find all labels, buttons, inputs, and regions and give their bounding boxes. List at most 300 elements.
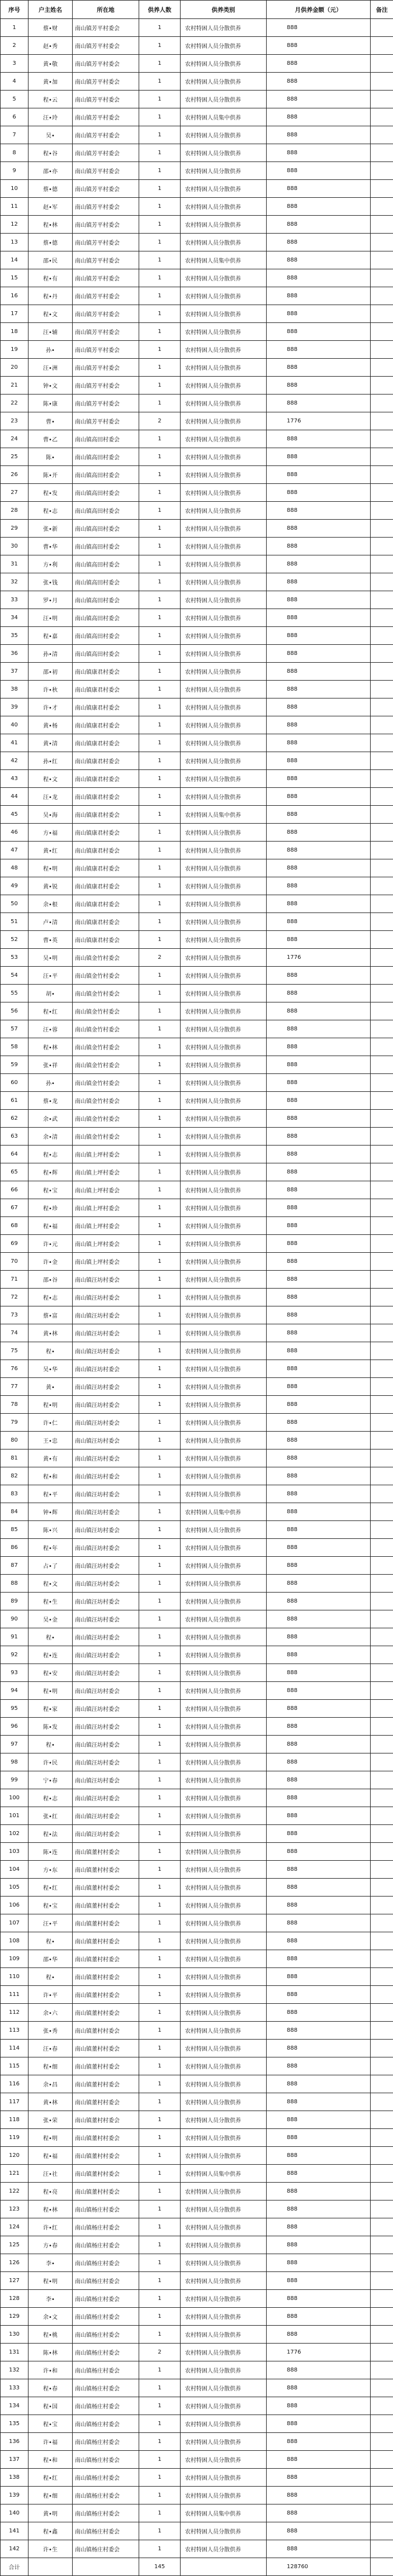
table-row [1, 1557, 393, 1575]
cell-householder: 程•文 [29, 305, 73, 323]
cell-category: 农村特困人员分散供养 [181, 681, 267, 698]
cell-remarks [371, 1360, 393, 1378]
cell-count: 1 [139, 2433, 181, 2451]
cell-index: 71 [1, 1271, 29, 1289]
cell-remarks [371, 2469, 393, 2487]
cell-amount: 888 [267, 73, 371, 91]
table-row [1, 2379, 393, 2397]
cell-remarks [371, 1217, 393, 1235]
cell-count: 1 [139, 967, 181, 985]
table-row [1, 1289, 393, 1306]
cell-householder: 黄•有 [29, 1449, 73, 1467]
cell-category: 农村特困人员分散供养 [181, 1807, 267, 1825]
cell-location: 南山镇汪坊村委会 [73, 1664, 139, 1682]
cell-location: 南山镇芳平村委会 [73, 234, 139, 251]
cell-remarks [371, 2129, 393, 2147]
cell-location: 南山镇董村村委会 [73, 1968, 139, 1986]
total-cell [181, 2558, 267, 2576]
table-row [1, 466, 393, 484]
table-row [1, 2326, 393, 2344]
cell-householder: 蔡•德 [29, 180, 73, 198]
cell-category: 农村特困人员分散供养 [181, 1020, 267, 1038]
cell-index: 37 [1, 663, 29, 681]
cell-location: 南山镇芳平村委会 [73, 377, 139, 395]
cell-category: 农村特困人员分散供养 [181, 2218, 267, 2236]
cell-amount: 888 [267, 1181, 371, 1199]
cell-index: 8 [1, 144, 29, 162]
cell-remarks [371, 877, 393, 895]
cell-amount: 888 [267, 913, 371, 931]
cell-location: 南山镇汪坊村委会 [73, 1449, 139, 1467]
cell-index: 60 [1, 1074, 29, 1092]
cell-location: 南山镇康君村委会 [73, 824, 139, 842]
cell-index: 13 [1, 234, 29, 251]
cell-amount: 888 [267, 484, 371, 502]
cell-remarks [371, 895, 393, 913]
cell-location: 南山镇金竹村委会 [73, 967, 139, 985]
table-row [1, 913, 393, 931]
cell-index: 62 [1, 1110, 29, 1128]
cell-householder: 陈•开 [29, 466, 73, 484]
cell-category: 农村特困人员分散供养 [181, 216, 267, 234]
cell-location: 南山镇康君村委会 [73, 770, 139, 788]
cell-householder: 程•安 [29, 1664, 73, 1682]
cell-amount: 888 [267, 2504, 371, 2522]
cell-category: 农村特困人员分散供养 [181, 1879, 267, 1897]
cell-count: 1 [139, 108, 181, 126]
cell-category: 农村特困人员分散供养 [181, 1664, 267, 1682]
cell-count: 1 [139, 1253, 181, 1271]
cell-category: 农村特困人员分散供养 [181, 162, 267, 180]
cell-location: 南山镇董村村委会 [73, 2040, 139, 2057]
cell-remarks [371, 1253, 393, 1271]
cell-location: 南山镇汪坊村委会 [73, 1271, 139, 1289]
cell-remarks [371, 2487, 393, 2504]
cell-category: 农村特困人员分散供养 [181, 1932, 267, 1950]
cell-count: 1 [139, 734, 181, 752]
cell-remarks [371, 269, 393, 287]
cell-count: 1 [139, 1020, 181, 1038]
cell-index: 109 [1, 1950, 29, 1968]
cell-category: 农村特困人员分散供养 [181, 2183, 267, 2200]
cell-amount: 888 [267, 895, 371, 913]
cell-location: 南山镇高田村委会 [73, 645, 139, 663]
cell-location: 南山镇汪坊村委会 [73, 1825, 139, 1843]
table-row [1, 484, 393, 502]
header-location: 所在地 [73, 1, 139, 19]
cell-householder: 汪•洲 [29, 359, 73, 377]
cell-amount: 888 [267, 734, 371, 752]
cell-count: 1 [139, 251, 181, 269]
cell-householder: 程•嘉 [29, 627, 73, 645]
cell-householder: 程•云 [29, 91, 73, 108]
table-row [1, 609, 393, 627]
cell-count: 1 [139, 216, 181, 234]
cell-householder: 程•明 [29, 2272, 73, 2290]
cell-amount: 888 [267, 985, 371, 1002]
cell-remarks [371, 2254, 393, 2272]
cell-count: 1 [139, 681, 181, 698]
cell-remarks [371, 2344, 393, 2361]
cell-amount: 888 [267, 234, 371, 251]
table-row [1, 734, 393, 752]
table-row [1, 108, 393, 126]
cell-count: 1 [139, 1163, 181, 1181]
cell-category: 农村特困人员分散供养 [181, 2254, 267, 2272]
cell-category: 农村特困人员分散供养 [181, 1449, 267, 1467]
cell-householder: 程•辉 [29, 1163, 73, 1181]
cell-location: 南山镇杨庄村委会 [73, 2344, 139, 2361]
cell-amount: 888 [267, 1897, 371, 1914]
cell-remarks [371, 1753, 393, 1771]
cell-location: 南山镇金竹村委会 [73, 1038, 139, 1056]
cell-count: 1 [139, 1664, 181, 1682]
cell-category: 农村特困人员分散供养 [181, 2397, 267, 2415]
cell-location: 南山镇康君村委会 [73, 842, 139, 859]
cell-count: 1 [139, 2040, 181, 2057]
cell-index: 76 [1, 1360, 29, 1378]
cell-householder: 卢•清 [29, 913, 73, 931]
cell-index: 61 [1, 1092, 29, 1110]
cell-remarks [371, 2093, 393, 2111]
cell-location: 南山镇杨庄村委会 [73, 2487, 139, 2504]
cell-remarks [371, 144, 393, 162]
cell-count: 1 [139, 2004, 181, 2022]
cell-index: 39 [1, 698, 29, 716]
cell-amount: 888 [267, 1986, 371, 2004]
cell-index: 47 [1, 842, 29, 859]
cell-location: 南山镇芳平村委会 [73, 216, 139, 234]
cell-category: 农村特困人员分散供养 [181, 2022, 267, 2040]
cell-count: 1 [139, 2093, 181, 2111]
cell-amount: 888 [267, 1449, 371, 1467]
cell-index: 130 [1, 2326, 29, 2344]
cell-category: 农村特困人员分散供养 [181, 2236, 267, 2254]
cell-category: 农村特困人员分散供养 [181, 2344, 267, 2361]
table-row [1, 2022, 393, 2040]
cell-householder: 张•钱 [29, 573, 73, 591]
cell-category: 农村特困人员分散供养 [181, 269, 267, 287]
cell-index: 56 [1, 1002, 29, 1020]
cell-remarks [371, 1396, 393, 1414]
cell-index: 16 [1, 287, 29, 305]
total-row [1, 2558, 393, 2576]
cell-category: 农村特困人员分散供养 [181, 448, 267, 466]
cell-count: 1 [139, 1128, 181, 1146]
cell-count: 1 [139, 2272, 181, 2290]
cell-amount: 888 [267, 520, 371, 538]
table-row [1, 2397, 393, 2415]
cell-remarks [371, 91, 393, 108]
cell-remarks [371, 198, 393, 216]
cell-category: 农村特困人员分散供养 [181, 931, 267, 949]
cell-amount: 888 [267, 1932, 371, 1950]
cell-location: 南山镇康君村委会 [73, 788, 139, 806]
table-row [1, 663, 393, 681]
cell-category: 农村特困人员集中供养 [181, 108, 267, 126]
cell-amount: 888 [267, 448, 371, 466]
cell-remarks [371, 2397, 393, 2415]
table-row [1, 698, 393, 716]
cell-index: 129 [1, 2308, 29, 2326]
cell-category: 农村特困人员分散供养 [181, 341, 267, 359]
cell-index: 25 [1, 448, 29, 466]
cell-householder: 程•志 [29, 1789, 73, 1807]
cell-count: 1 [139, 591, 181, 609]
cell-location: 南山镇杨庄村委会 [73, 2308, 139, 2326]
table-row [1, 1861, 393, 1879]
cell-amount: 888 [267, 627, 371, 645]
cell-remarks [371, 1557, 393, 1575]
cell-householder: 邵•谷 [29, 1271, 73, 1289]
cell-householder: 曹• [29, 412, 73, 430]
cell-remarks [371, 2040, 393, 2057]
cell-amount: 888 [267, 2004, 371, 2022]
cell-index: 132 [1, 2361, 29, 2379]
cell-remarks [371, 37, 393, 55]
cell-count: 1 [139, 1396, 181, 1414]
cell-category: 农村特困人员分散供养 [181, 1861, 267, 1879]
cell-householder: 陈•林 [29, 2344, 73, 2361]
table-row [1, 645, 393, 663]
cell-householder: 程•福 [29, 1217, 73, 1235]
cell-count: 1 [139, 466, 181, 484]
cell-remarks [371, 1002, 393, 1020]
cell-location: 南山镇汪坊村委会 [73, 1485, 139, 1503]
cell-location: 南山镇芳平村委会 [73, 395, 139, 412]
cell-householder: 程• [29, 1932, 73, 1950]
cell-householder: 黄•明 [29, 2504, 73, 2522]
cell-remarks [371, 1897, 393, 1914]
cell-category: 农村特困人员分散供养 [181, 1092, 267, 1110]
cell-index: 135 [1, 2415, 29, 2433]
table-row [1, 752, 393, 770]
cell-remarks [371, 377, 393, 395]
cell-location: 南山镇康君村委会 [73, 663, 139, 681]
cell-count: 1 [139, 2540, 181, 2558]
cell-category: 农村特困人员分散供养 [181, 1163, 267, 1181]
header-amount: 月供养金额（元） [267, 1, 371, 19]
table-row [1, 1253, 393, 1271]
cell-householder: 曹•乙 [29, 430, 73, 448]
cell-householder: 黄•锐 [29, 877, 73, 895]
cell-householder: 程•红 [29, 1879, 73, 1897]
cell-count: 1 [139, 234, 181, 251]
cell-amount: 888 [267, 2361, 371, 2379]
cell-index: 104 [1, 1861, 29, 1879]
table-row [1, 1217, 393, 1235]
cell-remarks [371, 1575, 393, 1593]
table-row [1, 126, 393, 144]
cell-location: 南山镇高田村委会 [73, 627, 139, 645]
table-row [1, 430, 393, 448]
cell-category: 农村特困人员分散供养 [181, 1002, 267, 1020]
cell-index: 9 [1, 162, 29, 180]
cell-remarks [371, 842, 393, 859]
cell-category: 农村特困人员分散供养 [181, 1235, 267, 1253]
cell-remarks [371, 1968, 393, 1986]
cell-amount: 888 [267, 1557, 371, 1575]
cell-location: 南山镇杨庄村委会 [73, 2272, 139, 2290]
table-row [1, 1056, 393, 1074]
cell-amount: 888 [267, 681, 371, 698]
cell-amount: 888 [267, 2218, 371, 2236]
cell-index: 90 [1, 1610, 29, 1628]
table-row [1, 1825, 393, 1843]
table-row [1, 1914, 393, 1932]
cell-index: 18 [1, 323, 29, 341]
cell-index: 40 [1, 716, 29, 734]
table-row [1, 1575, 393, 1593]
cell-count: 1 [139, 1110, 181, 1128]
cell-index: 10 [1, 180, 29, 198]
table-row [1, 967, 393, 985]
cell-count: 1 [139, 573, 181, 591]
table-row [1, 1986, 393, 2004]
cell-amount: 888 [267, 2165, 371, 2183]
table-row [1, 502, 393, 520]
header-count: 供养人数 [139, 1, 181, 19]
cell-householder: 孙• [29, 341, 73, 359]
table-row [1, 2129, 393, 2147]
cell-location: 南山镇汪坊村委会 [73, 1503, 139, 1521]
cell-amount: 888 [267, 1038, 371, 1056]
cell-householder: 张•新 [29, 520, 73, 538]
cell-count: 1 [139, 716, 181, 734]
cell-amount: 888 [267, 2272, 371, 2290]
cell-location: 南山镇汪坊村委会 [73, 1557, 139, 1575]
cell-householder: 程•宝 [29, 1181, 73, 1199]
cell-amount: 888 [267, 1432, 371, 1449]
cell-remarks [371, 502, 393, 520]
cell-householder: 孙• [29, 1074, 73, 1092]
table-row [1, 2433, 393, 2451]
table-row [1, 573, 393, 591]
cell-category: 农村特困人员分散供养 [181, 1646, 267, 1664]
cell-amount: 888 [267, 1360, 371, 1378]
cell-count: 1 [139, 1646, 181, 1664]
cell-householder: 程•细 [29, 2487, 73, 2504]
cell-amount: 888 [267, 2075, 371, 2093]
cell-category: 农村特困人员分散供养 [181, 1771, 267, 1789]
cell-category: 农村特困人员分散供养 [181, 1253, 267, 1271]
table-row [1, 1002, 393, 1020]
cell-category: 农村特困人员分散供养 [181, 2469, 267, 2487]
cell-remarks [371, 162, 393, 180]
cell-index: 75 [1, 1342, 29, 1360]
cell-amount: 888 [267, 1807, 371, 1825]
table-row [1, 1879, 393, 1897]
cell-householder: 程•明 [29, 1396, 73, 1414]
cell-count: 1 [139, 1932, 181, 1950]
cell-category: 农村特困人员集中供养 [181, 806, 267, 824]
cell-amount: 888 [267, 2093, 371, 2111]
cell-amount: 1776 [267, 412, 371, 430]
cell-location: 南山镇董村村委会 [73, 1950, 139, 1968]
cell-count: 1 [139, 1485, 181, 1503]
cell-category: 农村特困人员分散供养 [181, 2540, 267, 2558]
cell-location: 南山镇董村村委会 [73, 2111, 139, 2129]
cell-householder: 汪•春 [29, 2040, 73, 2057]
cell-index: 100 [1, 1789, 29, 1807]
cell-category: 农村特困人员分散供养 [181, 2272, 267, 2290]
table-row [1, 1539, 393, 1557]
cell-householder: 方•东 [29, 1861, 73, 1879]
cell-index: 126 [1, 2254, 29, 2272]
cell-householder: 程•丹 [29, 287, 73, 305]
cell-amount: 888 [267, 1843, 371, 1861]
cell-remarks [371, 1861, 393, 1879]
cell-remarks [371, 663, 393, 681]
cell-amount: 888 [267, 1736, 371, 1753]
cell-location: 南山镇汪坊村委会 [73, 1378, 139, 1396]
cell-householder: 赵•军 [29, 198, 73, 216]
table-row [1, 1521, 393, 1539]
table-row [1, 73, 393, 91]
cell-householder: 吴•金 [29, 1610, 73, 1628]
cell-location: 南山镇汪坊村委会 [73, 1396, 139, 1414]
cell-remarks [371, 1736, 393, 1753]
cell-category: 农村特困人员分散供养 [181, 1271, 267, 1289]
table-row [1, 877, 393, 895]
cell-location: 南山镇汪坊村委会 [73, 1360, 139, 1378]
cell-index: 42 [1, 752, 29, 770]
table-row [1, 1485, 393, 1503]
cell-count: 1 [139, 1861, 181, 1879]
cell-category: 农村特困人员分散供养 [181, 1718, 267, 1736]
cell-remarks [371, 913, 393, 931]
table-row [1, 2504, 393, 2522]
cell-householder: 汪•平 [29, 967, 73, 985]
cell-index: 107 [1, 1914, 29, 1932]
cell-amount: 1776 [267, 949, 371, 967]
cell-count: 1 [139, 323, 181, 341]
table-row [1, 1110, 393, 1128]
table-row [1, 269, 393, 287]
cell-category: 农村特困人员分散供养 [181, 1306, 267, 1324]
cell-householder: 程•生 [29, 1593, 73, 1610]
cell-count: 1 [139, 1879, 181, 1897]
cell-amount: 1776 [267, 2344, 371, 2361]
cell-location: 南山镇杨庄村委会 [73, 2361, 139, 2379]
cell-count: 2 [139, 412, 181, 430]
cell-count: 1 [139, 1628, 181, 1646]
cell-index: 131 [1, 2344, 29, 2361]
cell-index: 4 [1, 73, 29, 91]
cell-index: 3 [1, 55, 29, 73]
cell-count: 1 [139, 538, 181, 555]
cell-amount: 888 [267, 1879, 371, 1897]
cell-amount: 888 [267, 752, 371, 770]
cell-location: 南山镇汪坊村委会 [73, 1289, 139, 1306]
cell-category: 农村特困人员分散供养 [181, 377, 267, 395]
cell-remarks [371, 2004, 393, 2022]
cell-index: 127 [1, 2272, 29, 2290]
cell-amount: 888 [267, 1771, 371, 1789]
cell-index: 85 [1, 1521, 29, 1539]
cell-remarks [371, 2218, 393, 2236]
cell-count: 1 [139, 2147, 181, 2165]
cell-index: 116 [1, 2075, 29, 2093]
cell-count: 1 [139, 2111, 181, 2129]
cell-householder: 方•春 [29, 2236, 73, 2254]
cell-amount: 888 [267, 1020, 371, 1038]
cell-location: 南山镇高田村委会 [73, 520, 139, 538]
cell-remarks [371, 1092, 393, 1110]
cell-count: 1 [139, 2415, 181, 2433]
cell-householder: 余•文 [29, 2308, 73, 2326]
cell-remarks [371, 1038, 393, 1056]
